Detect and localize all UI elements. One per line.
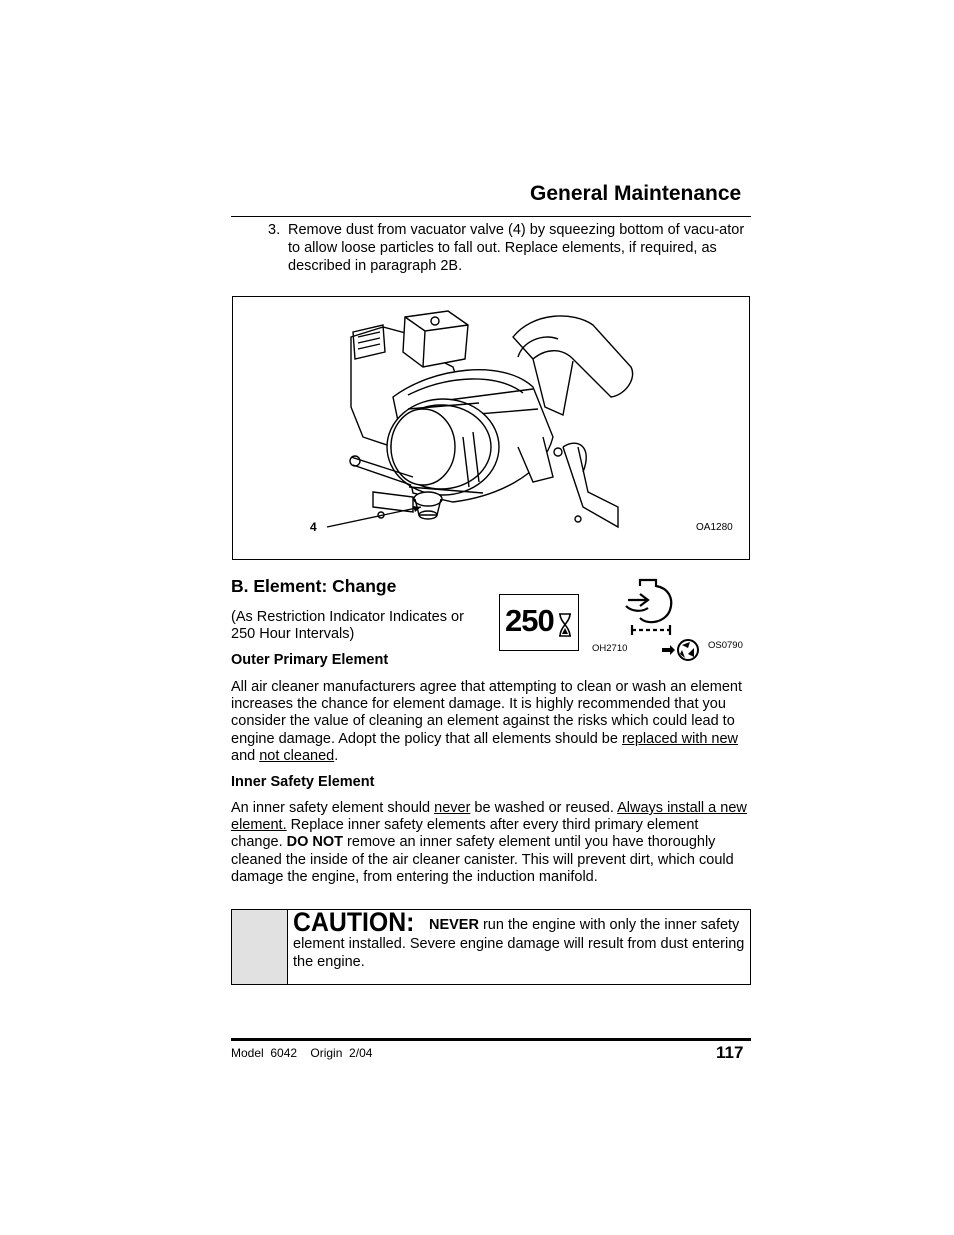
replace-recycle-icon	[660, 636, 702, 662]
outer-element-heading: Outer Primary Element	[231, 652, 389, 668]
caution-lead: NEVER	[428, 917, 479, 933]
inner-emphasis-always: Always install a new element.	[231, 800, 747, 834]
header-rule	[231, 216, 751, 217]
inner-emphasis-never: never	[434, 800, 471, 816]
inner-element-paragraph	[231, 800, 751, 886]
figure-callout-4: 4	[310, 520, 317, 534]
service-intervals: (As Restriction Indicator Indicates or 250 Hour Intervals)	[231, 609, 464, 642]
caution-side-panel	[232, 910, 288, 984]
footer-model: Model 6042 Origin 2/04	[231, 1046, 373, 1060]
outer-emphasis-replace: replaced with new	[621, 730, 739, 747]
outer-text: All air cleaner manufacturers agree that attempting to clean or wash an element increases the chance for element damage. It is highly recommended that you consider the value of cleaning an element against the risks which could lead to engine damage. Adopt the policy that all elements should be	[231, 679, 742, 747]
inner-text-3: Replace inner safety elements after every third primary element change.	[231, 817, 699, 851]
inner-text-4: remove an inner safety element until you have thoroughly cleaned the inside of the air cleaner canister. This will prevent dirt, which could damage the engine, from entering the induction manifold.	[231, 834, 734, 885]
section-title: General Maintenance	[530, 182, 742, 205]
outer-text-end: .	[334, 747, 339, 764]
inner-element-heading: Inner Safety Element	[231, 774, 375, 790]
caution-label: CAUTION:	[293, 907, 415, 937]
figure-code: OA1280	[696, 522, 733, 533]
outer-text-and: and	[231, 747, 260, 764]
caution-text	[293, 907, 745, 972]
hour-interval-value: 250	[505, 603, 554, 638]
icon-code-left: OH2710	[592, 643, 628, 654]
step-number: 3.	[268, 222, 281, 238]
hourglass-icon	[558, 613, 572, 637]
footer-rule	[231, 1038, 751, 1041]
inner-text-2: be washed or reused.	[470, 800, 618, 816]
inner-text-1: An inner safety element should	[231, 800, 435, 816]
air-cleaner-figure	[232, 296, 750, 560]
engine-air-intake-icon	[622, 578, 682, 638]
outer-emphasis-not-cleaned: not cleaned	[259, 747, 335, 764]
inner-bold-do-not: DO NOT	[286, 834, 344, 851]
caution-box	[231, 909, 751, 985]
subsection-title: B. Element: Change	[231, 576, 397, 596]
caution-body: run the engine with only the inner safety element installed. Severe engine damage will result from dust entering the engine.	[293, 917, 745, 970]
icon-code-right: OS0790	[708, 640, 743, 651]
step-text: Remove dust from vacuator valve (4) by squeezing bottom of vacu-ator to allow loose particles to fall out. Replace elements, if required, as described in paragraph 2B.	[288, 222, 745, 274]
page-number: 117	[716, 1043, 744, 1062]
outer-element-paragraph	[231, 679, 751, 765]
hour-interval-box	[499, 594, 579, 651]
